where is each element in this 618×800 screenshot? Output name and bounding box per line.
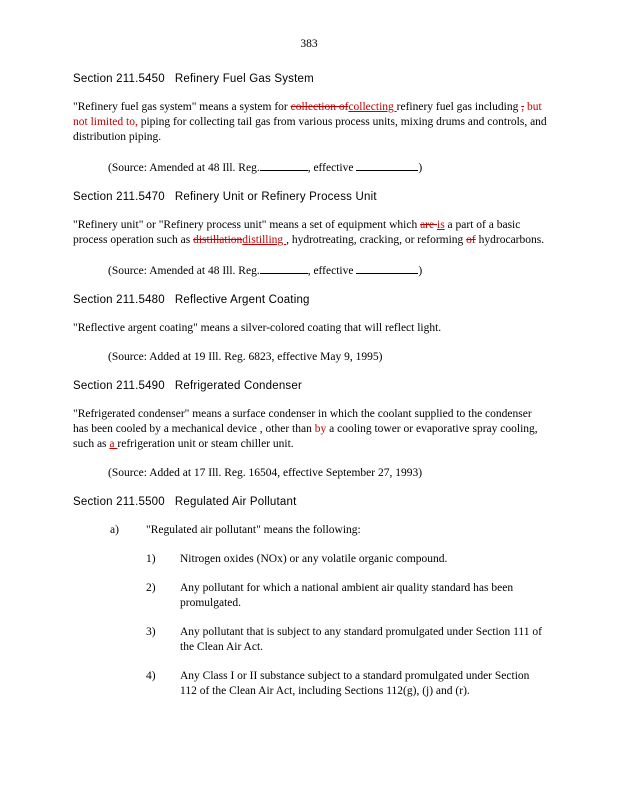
blank-line	[260, 159, 308, 171]
section-number: Section 211.5450	[73, 73, 165, 85]
list-item	[73, 625, 549, 655]
section-heading	[73, 190, 549, 205]
source-note: (Source: Added at 19 Ill. Reg. 6823, effective May 9, 1995)	[108, 351, 383, 363]
deleted-text: distillation	[193, 234, 243, 246]
definition-paragraph: "Refrigerated condenser" means a surface condenser in which the coolant supplied to the condenser has been cooled by a mechanical device , other than by a cooling tower or evaporative spray cooling, such as a refrigeration unit or steam chiller unit.	[73, 408, 538, 450]
inserted-text: a	[109, 438, 118, 450]
list-item-label: 1)	[146, 553, 156, 565]
source-note: (Source: Added at 17 Ill. Reg. 16504, effective September 27, 1993)	[108, 467, 423, 479]
section-title: Refinery Fuel Gas System	[174, 73, 314, 85]
deleted-text: of	[466, 234, 476, 246]
list-item-text: Any pollutant for which a national ambient air quality standard has been promulgated.	[180, 582, 514, 609]
inserted-text: is	[437, 219, 445, 231]
section-number: Section 211.5480	[73, 294, 165, 306]
section-heading	[73, 379, 549, 394]
subsection-label: a)	[110, 524, 119, 536]
deleted-text: are	[420, 219, 437, 231]
list-item	[73, 669, 549, 699]
subsection-a	[73, 523, 549, 538]
inserted-text: distilling	[242, 234, 287, 246]
source-note: (Source: Amended at 48 Ill. Reg. , effective )	[108, 262, 549, 279]
deleted-text: ,	[521, 101, 525, 113]
section-number: Section 211.5500	[73, 496, 165, 508]
section-title: Refrigerated Condenser	[174, 380, 303, 392]
list-item-label: 4)	[146, 670, 156, 682]
subsection-text: "Regulated air pollutant" means the following:	[146, 524, 361, 536]
section-title: Reflective Argent Coating	[174, 294, 310, 306]
section-number: Section 211.5490	[73, 380, 165, 392]
section-title: Refinery Unit or Refinery Process Unit	[174, 191, 377, 203]
list-item-label: 3)	[146, 626, 156, 638]
definition-paragraph: "Refinery fuel gas system" means a system for collection ofcollecting refinery fuel gas including , but not limited to, piping for collecting tail gas from various process units, mixing drums and controls, and distribution piping.	[73, 101, 547, 143]
document-body	[73, 72, 549, 699]
blank-line	[260, 262, 308, 274]
deleted-text: collection of	[290, 101, 349, 113]
definition-paragraph: "Refinery unit" or "Refinery process unit" means a set of equipment which are is a part of a basic process operation such as distillationdistilling , hydrotreating, cracking, or reforming of hydrocarbons.	[73, 219, 545, 246]
definition-paragraph: "Reflective argent coating" means a silver-colored coating that will reflect light.	[73, 322, 442, 334]
section-title: Regulated Air Pollutant	[174, 496, 297, 508]
blank-line	[356, 262, 418, 274]
list-item-text: Any Class I or II substance subject to a standard promulgated under Section 112 of the Clean Air Act, including Sections 112(g), (j) and (r).	[180, 670, 530, 697]
list-item-label: 2)	[146, 582, 156, 594]
source-note: (Source: Amended at 48 Ill. Reg. , effective )	[108, 159, 549, 176]
blank-line	[356, 159, 418, 171]
section-heading	[73, 495, 549, 510]
section-number: Section 211.5470	[73, 191, 165, 203]
list-item-text: Any pollutant that is subject to any standard promulgated under Section 111 of the Clean Air Act.	[180, 626, 542, 653]
inserted-text: by	[314, 423, 327, 435]
page-number: 383	[300, 38, 318, 50]
list-item	[73, 581, 549, 611]
section-heading	[73, 72, 549, 87]
inserted-text: but not limited to,	[73, 101, 542, 128]
section-heading	[73, 293, 549, 308]
list-item-text: Nitrogen oxides (NOx) or any volatile organic compound.	[180, 553, 448, 565]
list-item	[73, 552, 549, 567]
inserted-text: collecting	[348, 101, 397, 113]
